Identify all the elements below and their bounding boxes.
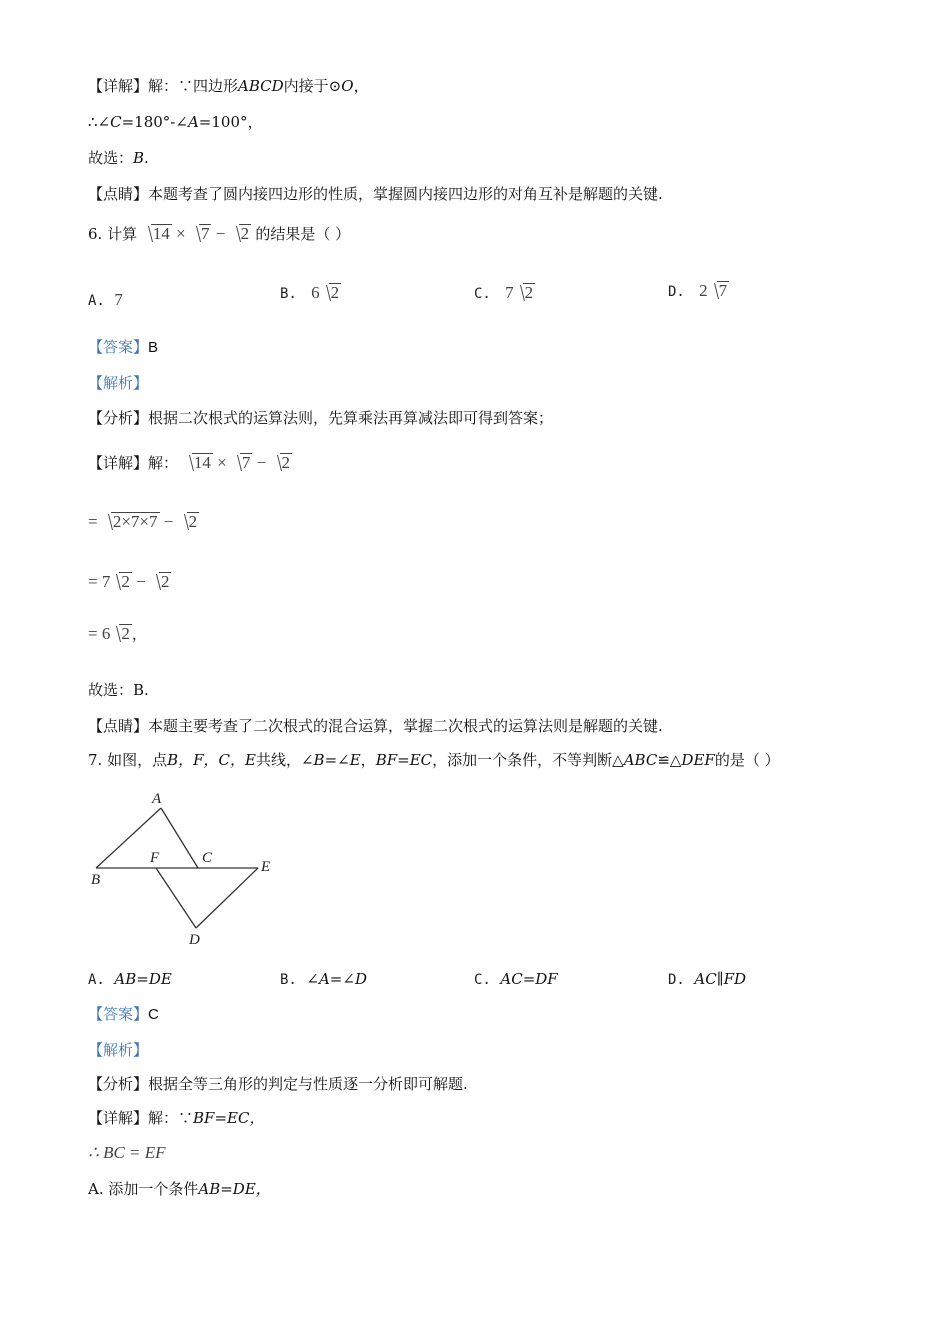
q7-therefore: ∴ BC = EF	[88, 1143, 166, 1162]
q7-detail: 【详解】解：∵BF=EC，	[88, 1109, 265, 1127]
q6-option-b: B. 6 2	[280, 283, 340, 302]
q5-comment: 【点睛】本题考查了圆内接四边形的性质，掌握圆内接四边形的对角互补是解题的关键.	[88, 185, 663, 203]
q7-option-b: B. ∠A=∠D	[280, 970, 367, 988]
seg-AC	[161, 808, 198, 868]
q7-option-d: D. AC∥FD	[668, 970, 747, 988]
q5-step2: ∴∠C=180°-∠A=100°，	[88, 113, 263, 131]
q7-option-c: C. AC=DF	[474, 970, 558, 988]
q7-answer: 【答案】C	[88, 1005, 159, 1023]
label-C: C	[202, 850, 213, 866]
q6-answer: 【答案】B	[88, 338, 159, 356]
q7-question: 7. 如图，点B，F，C，E共线，∠B=∠E，BF=EC，添加一个条件，不等判断△ABC≌△DEF的是（ ）	[88, 751, 780, 769]
q7-option-a-check: A. 添加一个条件AB=DE，	[88, 1180, 271, 1198]
q6-option-d: D. 2 7	[668, 281, 728, 300]
q6-option-a: A. 7	[88, 290, 123, 309]
q7-analysis: 【分析】根据全等三角形的判定与性质逐一分析即可解题.	[88, 1075, 468, 1093]
q7-analysis-label: 【解析】	[88, 1041, 149, 1059]
q6-step2: = 7 2 − 2	[88, 572, 170, 591]
seg-DE	[196, 868, 258, 928]
q6-option-c: C. 7 2	[474, 283, 534, 302]
q6-step3: = 6 2 ，	[88, 624, 147, 643]
q6-question: 6. 计算 14 × 7 − 2 的结果是（ ）	[88, 224, 351, 243]
detail-label: 【详解】	[88, 77, 149, 95]
label-F: F	[150, 850, 160, 866]
label-E: E	[261, 859, 271, 875]
q6-analysis: 【分析】根据二次根式的运算法则，先算乘法再算减法即可得到答案；	[88, 409, 554, 427]
q5-detail-line: 【详解】解：∵四边形ABCD内接于⊙O，	[88, 77, 369, 95]
q6-step1: = 2×7×7 − 2	[88, 512, 198, 531]
seg-FD	[156, 868, 196, 928]
label-D: D	[189, 932, 200, 948]
q7-option-a: A. AB=DE	[88, 970, 172, 988]
q6-detail: 【详解】解： 14 × 7 − 2	[88, 453, 290, 472]
q6-analysis-label: 【解析】	[88, 374, 149, 392]
q6-comment: 【点睛】本题主要考查了二次根式的混合运算，掌握二次根式的运算法则是解题的关键.	[88, 717, 663, 735]
q5-choose: 故选：B.	[88, 149, 149, 167]
q6-choose: 故选：B.	[88, 681, 149, 699]
label-B: B	[91, 872, 101, 888]
label-A: A	[152, 791, 162, 807]
triangle-figure	[86, 788, 286, 948]
